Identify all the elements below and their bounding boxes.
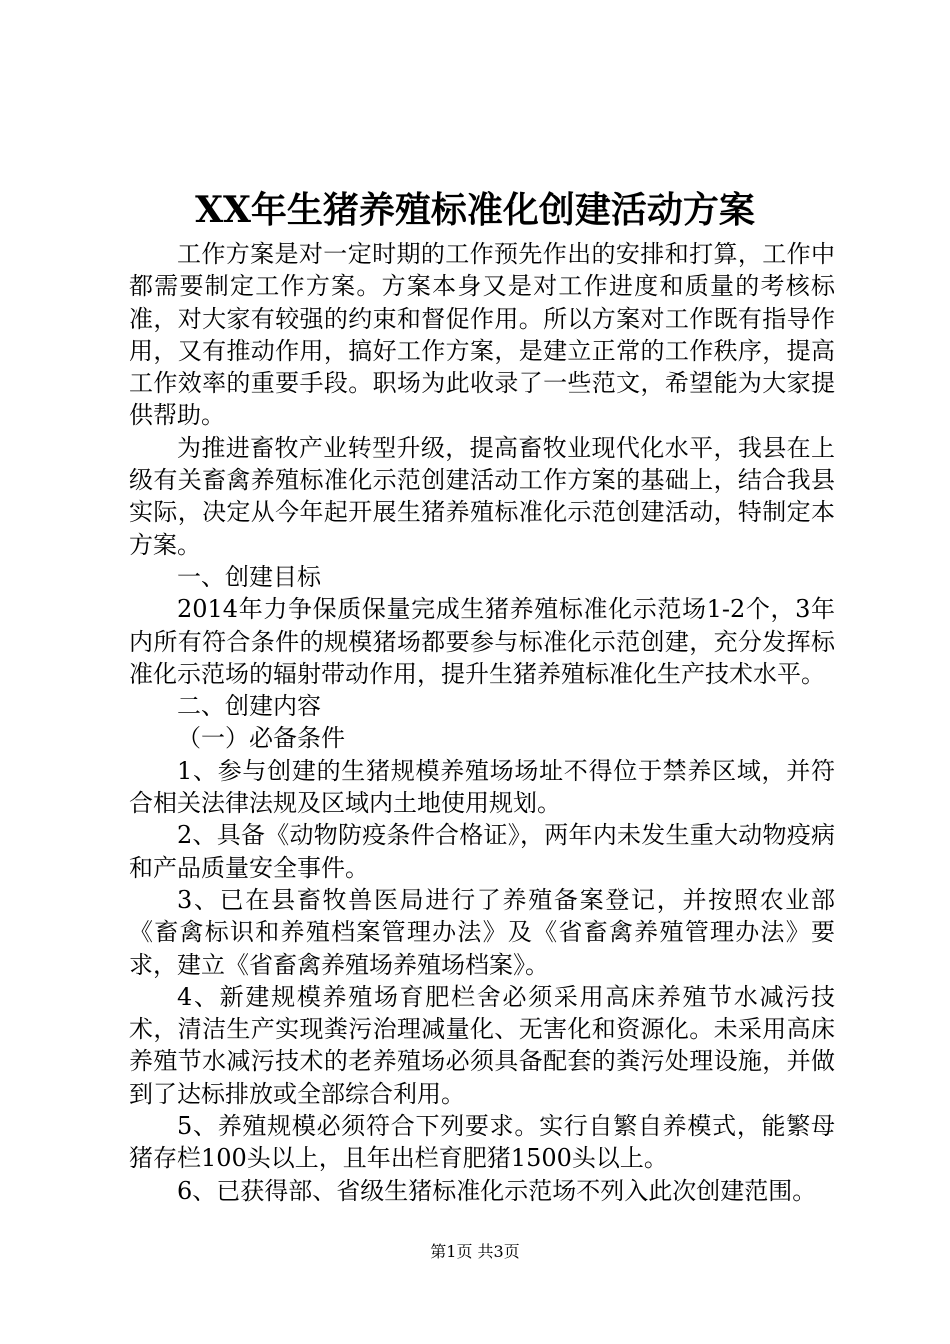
list-item-condition-2: 2、具备《动物防疫条件合格证》，两年内未发生重大动物疫病和产品质量安全事件。 (129, 821, 835, 882)
list-item-condition-1: 1、参与创建的生猪规模养殖场场址不得位于禁养区域，并符合相关法律法规及区域内土地使用规划。 (129, 756, 835, 818)
list-item-condition-5: 5、养殖规模必须符合下列要求。实行自繁自养模式，能繁母猪存栏100头以上，且年出栏育肥猪1500头以上。 (129, 1112, 835, 1173)
subsection-heading-conditions: （一）必备条件 (177, 724, 345, 753)
section-heading-content: 二、创建内容 (177, 692, 321, 721)
list-item-condition-6: 6、已获得部、省级生猪标准化示范场不列入此次创建范围。 (177, 1176, 817, 1205)
list-item-condition-4: 4、新建规模养殖场育肥栏舍必须采用高床养殖节水减污技术，清洁生产实现粪污治理减量化、无害化和资源化。未采用高床养殖节水减污技术的老养殖场必须具备配套的粪污处理设施，并做到了达标排放或全部综合利用。 (129, 982, 835, 1108)
paragraph-intro: 工作方案是对一定时期的工作预先作出的安排和打算，工作中都需要制定工作方案。方案本身又是对工作进度和质量的考核标准，对大家有较强的约束和督促作用。所以方案对工作既有指导作用，又有推动作用，搞好工作方案，是建立正常的工作秩序，提高工作效率的重要手段。职场为此收录了一些范文，希望能为大家提供帮助。 (129, 240, 835, 430)
document-title: XX年生猪养殖标准化创建活动方案 (195, 189, 755, 231)
list-item-condition-3: 3、已在县畜牧兽医局进行了养殖备案登记，并按照农业部《畜禽标识和养殖档案管理办法》及《省畜禽养殖管理办法》要求，建立《省畜禽养殖场养殖场档案》。 (129, 885, 835, 979)
document-body (129, 238, 835, 1207)
section-heading-goal: 一、创建目标 (177, 562, 321, 591)
paragraph-goal: 2014年力争保质保量完成生猪养殖标准化示范场1-2个，3年内所有符合条件的规模猪场都要参与标准化示范创建，充分发挥标准化示范场的辐射带动作用，提升生猪养殖标准化生产技术水平。 (129, 595, 835, 688)
page-number-footer: 第1页 共3页 (430, 1242, 520, 1261)
paragraph-purpose: 为推进畜牧产业转型升级，提高畜牧业现代化水平，我县在上级有关畜禽养殖标准化示范创建活动工作方案的基础上，结合我县实际，决定从今年起开展生猪养殖标准化示范创建活动，特制定本方案。 (129, 433, 835, 559)
